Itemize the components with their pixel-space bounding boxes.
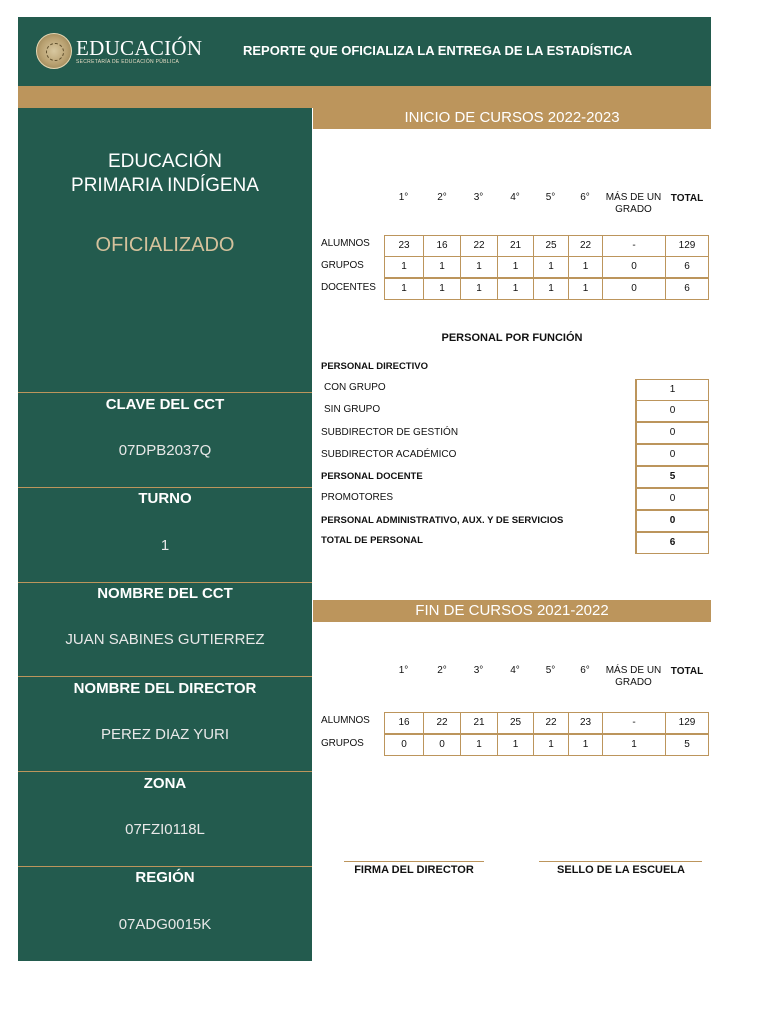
column-header: 5° xyxy=(545,192,556,203)
director-name-label: NOMBRE DEL DIRECTOR xyxy=(73,680,257,697)
column-header: TOTAL xyxy=(670,666,704,677)
row-label: ALUMNOS xyxy=(321,715,370,726)
column-header: TOTAL xyxy=(670,193,704,204)
table-cell: 21 xyxy=(497,235,534,257)
column-header: 3° xyxy=(473,665,484,676)
table-cell: 1 xyxy=(533,278,569,300)
column-header: 1° xyxy=(398,665,409,676)
shift-label: TURNO xyxy=(138,490,192,507)
column-header: 3° xyxy=(473,192,484,203)
divider xyxy=(18,866,312,867)
table-cell: 1 xyxy=(497,278,534,300)
table-cell: 1 xyxy=(423,278,461,300)
table-cell: 16 xyxy=(384,712,424,734)
table-cell: 22 xyxy=(460,235,498,257)
table-cell: 129 xyxy=(665,712,709,734)
director-signature-label: FIRMA DEL DIRECTOR xyxy=(354,864,474,876)
cct-key-label: CLAVE DEL CCT xyxy=(105,396,225,413)
table-cell: 0 xyxy=(602,256,666,278)
school-seal-label: SELLO DE LA ESCUELA xyxy=(557,864,685,876)
national-seal-icon xyxy=(36,33,72,69)
row-label: DOCENTES xyxy=(321,282,376,293)
table-cell: 1 xyxy=(497,734,534,756)
table-cell: 5 xyxy=(665,734,709,756)
table-cell: 0 xyxy=(635,510,709,532)
table-cell: 1 xyxy=(635,379,709,401)
column-header: MÁS DE UN GRADO xyxy=(605,192,662,215)
divider xyxy=(18,487,312,488)
row-label: TOTAL DE PERSONAL xyxy=(321,535,423,546)
table-cell: 25 xyxy=(497,712,534,734)
education-level-line1: EDUCACIÓN xyxy=(107,151,222,172)
page-header xyxy=(18,17,711,86)
table-cell: 1 xyxy=(497,256,534,278)
zone-value: 07FZI0118L xyxy=(125,821,205,838)
divider xyxy=(18,676,312,677)
row-label: SIN GRUPO xyxy=(324,404,381,415)
table-cell: 0 xyxy=(602,278,666,300)
table-cell: 1 xyxy=(533,256,569,278)
column-header: 1° xyxy=(398,192,409,203)
status-badge: OFICIALIZADO xyxy=(95,234,235,256)
table-cell: 6 xyxy=(635,532,709,554)
table-cell: 1 xyxy=(568,734,603,756)
column-header: 4° xyxy=(510,665,520,676)
column-header: 4° xyxy=(510,192,520,203)
region-label: REGIÓN xyxy=(135,869,195,886)
cct-name-label: NOMBRE DEL CCT xyxy=(97,585,233,602)
personal-directivo-heading: PERSONAL DIRECTIVO xyxy=(321,361,428,372)
table-cell: 25 xyxy=(533,235,569,257)
row-label: CON GRUPO xyxy=(324,382,386,393)
inicio-cursos-header: INICIO DE CURSOS 2022-2023 xyxy=(313,107,711,129)
school-info-panel xyxy=(18,108,312,961)
table-cell: 1 xyxy=(533,734,569,756)
school-seal-line xyxy=(539,861,702,862)
logo-subtitle: SECRETARÍA DE EDUCACIÓN PÚBLICA xyxy=(76,59,180,65)
shift-value: 1 xyxy=(160,537,170,554)
table-cell: 129 xyxy=(665,235,709,257)
column-header: 6° xyxy=(580,192,590,203)
director-signature-line xyxy=(344,861,484,862)
table-cell: 22 xyxy=(533,712,569,734)
logo-title: EDUCACIÓN xyxy=(76,36,203,60)
row-label: GRUPOS xyxy=(321,260,364,271)
personal-por-funcion-title: PERSONAL POR FUNCIÓN xyxy=(441,332,583,344)
row-label: SUBDIRECTOR ACADÉMICO xyxy=(321,449,457,460)
divider xyxy=(18,582,312,583)
table-cell: 0 xyxy=(423,734,461,756)
table-cell: 0 xyxy=(635,444,709,466)
row-label: PERSONAL ADMINISTRATIVO, AUX. Y DE SERVICIOS xyxy=(321,515,564,526)
table-cell: 6 xyxy=(665,278,709,300)
table-cell: 1 xyxy=(460,734,498,756)
table-cell: - xyxy=(602,712,666,734)
cct-key-value: 07DPB2037Q xyxy=(118,442,212,459)
column-header: 6° xyxy=(580,665,590,676)
row-label: SUBDIRECTOR DE GESTIÓN xyxy=(321,427,459,438)
cct-name-value: JUAN SABINES GUTIERREZ xyxy=(65,631,265,648)
table-cell: 1 xyxy=(423,256,461,278)
table-cell: 1 xyxy=(460,256,498,278)
divider xyxy=(18,771,312,772)
table-cell: 23 xyxy=(384,235,424,257)
table-cell: 0 xyxy=(635,488,709,510)
column-header: 2° xyxy=(437,665,447,676)
row-label: ALUMNOS xyxy=(321,238,370,249)
table-cell: 16 xyxy=(423,235,461,257)
table-cell: - xyxy=(602,235,666,257)
report-title: REPORTE QUE OFICIALIZA LA ENTREGA DE LA ESTADÍSTICA xyxy=(243,43,633,58)
director-name-value: PEREZ DIAZ YURI xyxy=(100,726,230,743)
row-label: GRUPOS xyxy=(321,738,364,749)
column-header: MÁS DE UN GRADO xyxy=(605,665,662,688)
table-cell: 23 xyxy=(568,712,603,734)
table-cell: 1 xyxy=(568,256,603,278)
fin-cursos-header: FIN DE CURSOS 2021-2022 xyxy=(313,600,711,622)
table-cell: 1 xyxy=(602,734,666,756)
row-label: PROMOTORES xyxy=(321,492,394,503)
column-header: 5° xyxy=(545,665,556,676)
table-cell: 5 xyxy=(635,466,709,488)
table-cell: 22 xyxy=(568,235,603,257)
table-cell: 1 xyxy=(460,278,498,300)
zone-label: ZONA xyxy=(143,775,187,792)
header-accent-strip xyxy=(18,86,711,108)
table-cell: 1 xyxy=(568,278,603,300)
education-level-line2: PRIMARIA INDÍGENA xyxy=(71,175,259,196)
table-cell: 1 xyxy=(384,256,424,278)
row-label: PERSONAL DOCENTE xyxy=(321,471,423,482)
table-cell: 0 xyxy=(635,400,709,422)
region-value: 07ADG0015K xyxy=(118,916,212,933)
table-cell: 6 xyxy=(665,256,709,278)
table-cell: 22 xyxy=(423,712,461,734)
table-cell: 1 xyxy=(384,278,424,300)
column-header: 2° xyxy=(437,192,447,203)
table-cell: 21 xyxy=(460,712,498,734)
divider xyxy=(18,392,312,393)
table-cell: 0 xyxy=(384,734,424,756)
table-cell: 0 xyxy=(635,422,709,444)
